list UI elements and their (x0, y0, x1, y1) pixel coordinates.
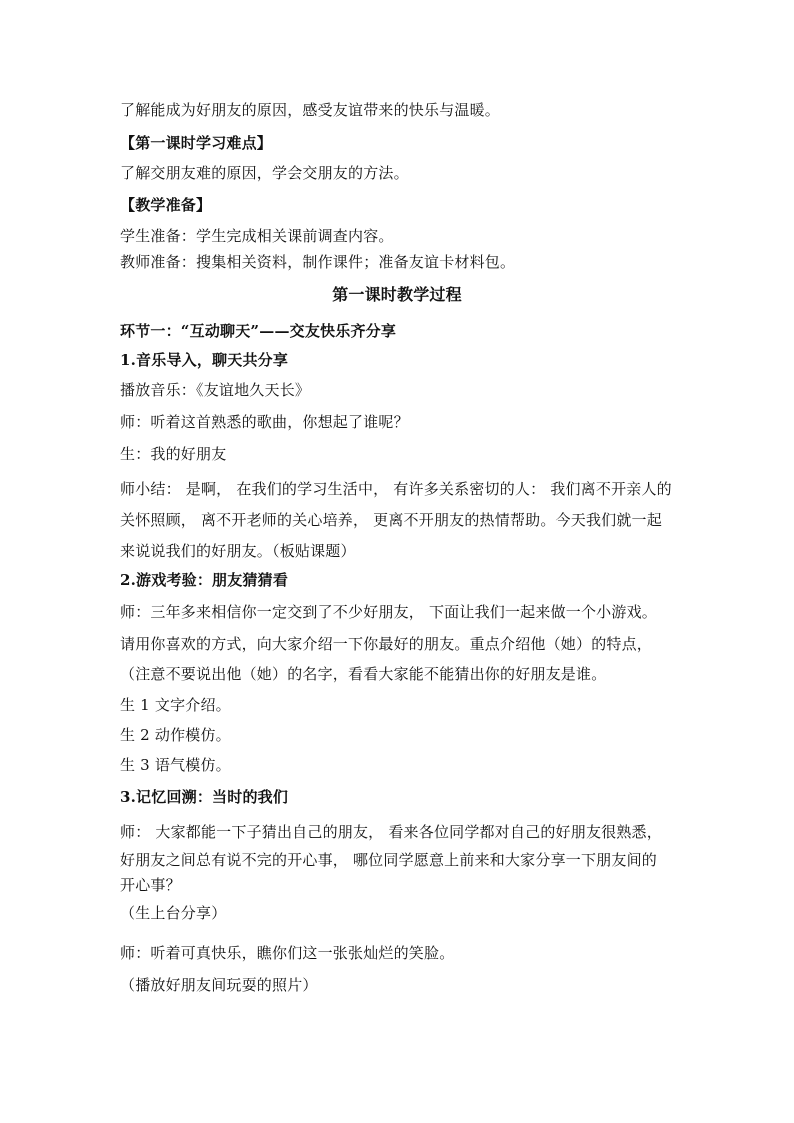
text-line: （注意不要说出他（她）的名字，看看大家能不能猜出你的好朋友是谁。 (120, 665, 607, 683)
text-line: 师小结： 是啊， 在我们的学习生活中， 有许多关系密切的人： 我们离不开亲人的 (120, 480, 672, 498)
text-line: 了解能成为好朋友的原因，感受友谊带来的快乐与温暖。 (120, 101, 501, 119)
section-heading: 【第一课时学习难点】 (120, 134, 273, 152)
text-line: 生 2 动作模仿。 (120, 726, 231, 744)
text-line: 了解交朋友难的原因，学会交朋友的方法。 (120, 164, 409, 182)
text-line: 生：我的好朋友 (120, 445, 227, 463)
text-line: 师：三年多来相信你一定交到了不少好朋友， 下面让我们一起来做一个小游戏。 (120, 603, 657, 621)
subsection-heading: 1.音乐导入，聊天共分享 (120, 351, 289, 369)
text-line: 师：听着可真快乐，瞧你们这一张张灿烂的笑脸。 (120, 944, 455, 962)
text-line: 师： 大家都能一下子猜出自己的朋友， 看来各位同学都对自己的好朋友很熟悉， (120, 823, 662, 841)
text-line: 开心事？ (120, 876, 181, 894)
page-title: 第一课时教学过程 (332, 285, 462, 304)
text-line: 师：听着这首熟悉的歌曲，你想起了谁呢？ (120, 413, 409, 431)
text-line: 关怀照顾， 离不开老师的关心培养， 更离不开朋友的热情帮助。今天我们就一起 (120, 511, 662, 529)
section-heading: 环节一：“互动聊天”——交友快乐齐分享 (120, 322, 397, 340)
subsection-heading: 2.游戏考验：朋友猜猜看 (120, 571, 289, 589)
text-line: 教师准备：搜集相关资料，制作课件；准备友谊卡材料包。 (120, 253, 516, 271)
text-line: 来说说我们的好朋友。（板贴课题） (120, 542, 356, 560)
text-line: 请用你喜欢的方式，向大家介绍一下你最好的朋友。重点介绍他（她）的特点， (120, 635, 653, 653)
text-line: 学生准备：学生完成相关课前调查内容。 (120, 227, 394, 245)
text-line: 播放音乐：《友谊地久天长》 (120, 381, 311, 399)
text-line: 生 3 语气模仿。 (120, 756, 231, 774)
subsection-heading: 3.记忆回溯：当时的我们 (120, 788, 289, 806)
text-line: （播放好朋友间玩耍的照片） (120, 976, 318, 994)
text-line: 生 1 文字介绍。 (120, 696, 231, 714)
text-line: （生上台分享） (120, 904, 227, 922)
text-line: 好朋友之间总有说不完的开心事， 哪位同学愿意上前来和大家分享一下朋友间的 (120, 851, 657, 869)
section-heading: 【教学准备】 (120, 196, 212, 214)
